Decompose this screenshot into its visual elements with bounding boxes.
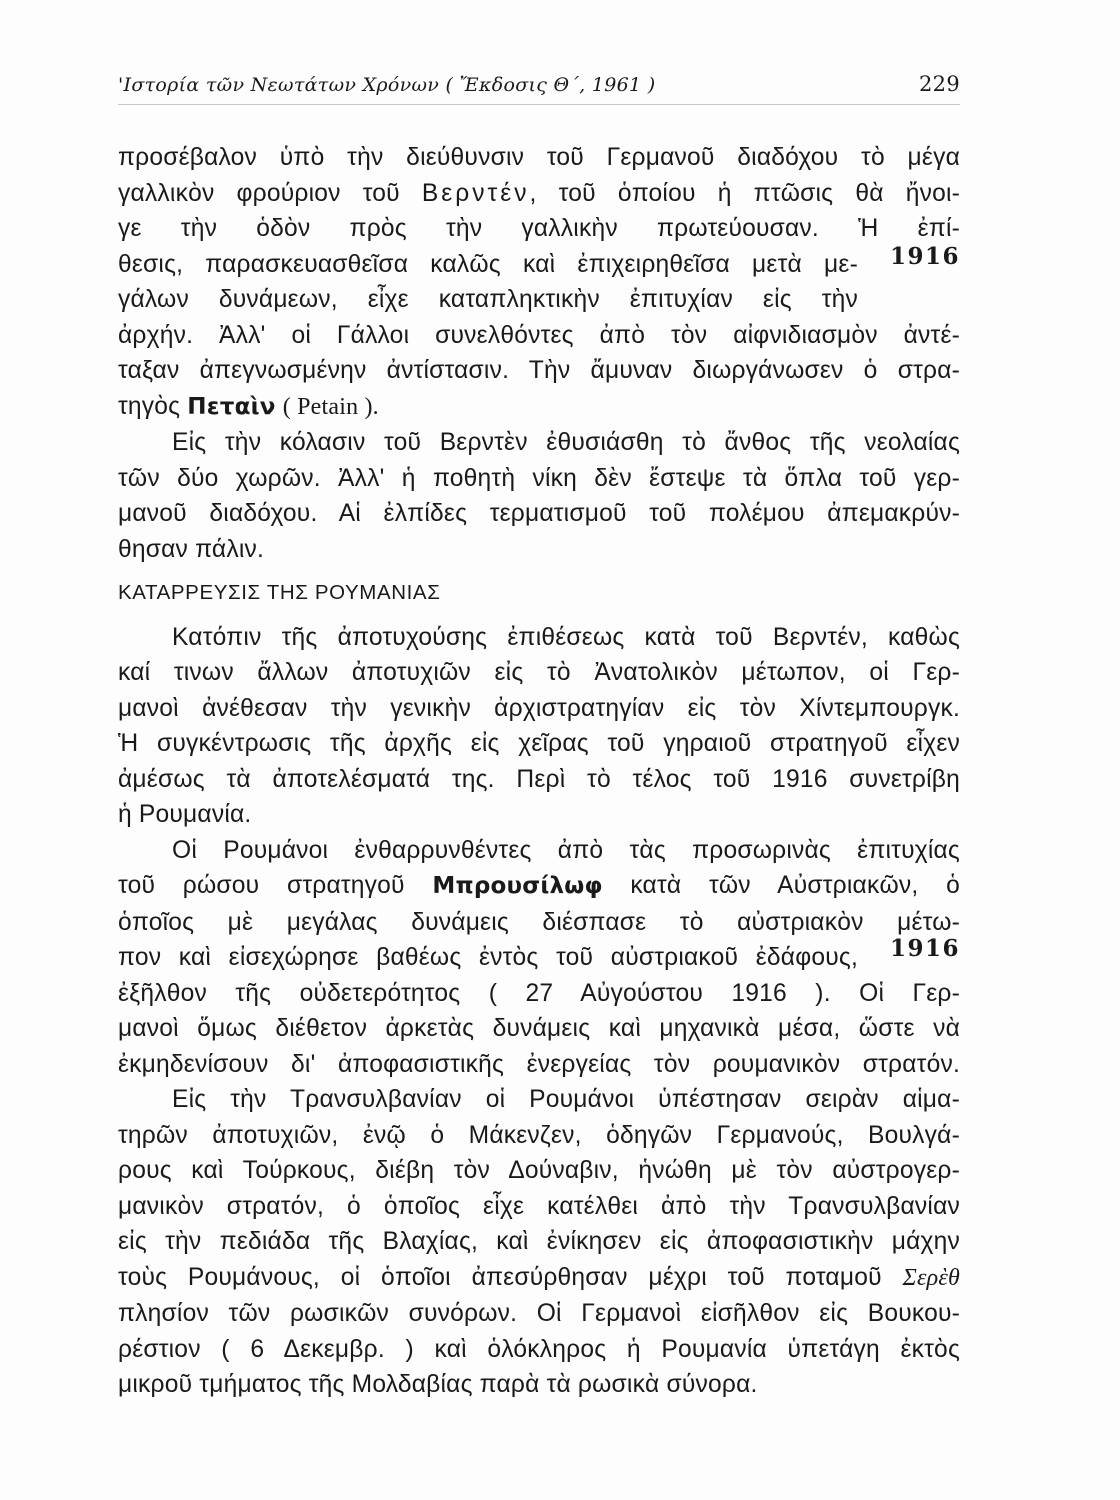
latin-name: ( Petain ). [282,393,379,420]
text-run: τοῦ ρώσου στρατηγοῦ [118,872,405,899]
text-run: γαλλικὸν φρούριον τοῦ [118,179,400,207]
river-name-italic: Σερὲθ [902,1264,960,1291]
text-line: καί τινων ἄλλων ἀποτυχιῶν εἰς τὸ Ἀνατολικὸν μέτωπον, οἱ Γερ- [118,659,960,686]
margin-note-year: 1916 [889,935,960,962]
running-header-title: 'Ιστορία τῶν Νεωτάτων Χρόνων ( Ἔκδοσις Θ΄, 1961 ) [118,74,656,96]
text-line: ταξαν ἀπεγνωσμένην ἀντίστασιν. Τὴν ἄμυναν διωργάνωσεν ὁ στρα- [118,357,960,384]
section-heading: ΚΑΤΑΡΡΕΥΣΙΣ ΤΗΣ ΡΟΥΜΑΝΙΑΣ [118,581,441,604]
text-run: τοὺς Ρουμάνους, οἱ ὁποῖοι ἀπεσύρθησαν μέχρι τοῦ ποταμοῦ [118,1263,882,1291]
text-line: Εἰς τὴν Τρανσυλβανίαν οἱ Ρουμάνοι ὑπέστησαν σειρὰν αἱμα- [172,1086,960,1113]
person-name-bold: Πεταὶν [187,393,276,420]
text-line: τηρῶν ἀποτυχιῶν, ἐνῷ ὁ Μάκενζεν, ὁδηγῶν Γερμανούς, Βουλγά- [118,1121,960,1149]
text-line: γάλων δυνάμεων, εἶχε καταπληκτικὴν ἐπιτυχίαν εἰς τὴν [118,286,858,313]
text-line [118,176,960,212]
body-text [118,140,960,1403]
emphasized-place-name: Βερντέν [421,179,530,207]
text-line: γε τὴν ὁδὸν πρὸς τὴν γαλλικὴν πρωτεύουσαν. Ἡ ἐπί- [118,215,960,242]
text-line: θεσις, παρασκευασθεῖσα καλῶς καὶ ἐπιχειρηθεῖσα μετὰ με- [118,250,858,278]
page-number: 229 [919,72,960,96]
text-line: ἀμέσως τὰ ἀποτελέσματά της. Περὶ τὸ τέλος τοῦ 1916 συνετρίβη [118,765,960,793]
text-line [118,389,960,426]
person-name-bold: Μπρουσίλωφ [432,873,603,899]
text-line: ἐκμηδενίσουν δι' ἀποφασιστικῆς ἐνεργείας τὸν ρουμανικὸν στρατόν. [118,1050,960,1078]
text-line: εἰς τὴν πεδιάδα τῆς Βλαχίας, καὶ ἐνίκησεν εἰς ἀποφασιστικὴν μάχην [118,1228,960,1255]
text-run: , τοῦ ὁποίου ἡ πτῶσις θὰ ἤνοι- [529,179,961,207]
text-line: μανοὶ ὅμως διέθετον ἀρκετὰς δυνάμεις καὶ μηχανικὰ μέσα, ὥστε νὰ [118,1015,960,1042]
text-line: προσέβαλον ὑπὸ τὴν διεύθυνσιν τοῦ Γερμανοῦ διαδόχου τὸ μέγα [118,144,960,171]
text-line: ρους καὶ Τούρκους, διέβη τὸν Δούναβιν, ἡνώθη μὲ τὸν αὐστρογερ- [118,1157,960,1184]
text-line: πον καὶ εἰσεχώρησε βαθέως ἐντὸς τοῦ αὐστριακοῦ ἐδάφους, [118,944,858,971]
text-line: τῶν δύο χωρῶν. Ἀλλ' ἡ ποθητὴ νίκη δὲν ἔστεψε τὰ ὅπλα τοῦ γερ- [118,464,960,492]
text-line: ἡ Ρουμανία. [118,801,252,828]
text-run: τηγὸς [118,392,181,420]
text-line: ἀρχήν. Ἀλλ' οἱ Γάλλοι συνελθόντες ἀπὸ τὸν αἰφνιδιασμὸν ἀντέ- [118,321,960,349]
text-line: μανοὶ ἀνέθεσαν τὴν γενικὴν ἀρχιστρατηγίαν εἰς τὸν Χίντεμπουργκ. [118,694,960,722]
header-rule [118,104,960,105]
text-line: Οἱ Ρουμάνοι ἐνθαρρυνθέντες ἀπὸ τὰς προσωρινὰς ἐπιτυχίας [172,836,960,864]
text-line: μικροῦ τμήματος τῆς Μολδαβίας παρὰ τὰ ρωσικὰ σύνορα. [118,1371,758,1398]
running-header [118,70,960,100]
text-line: ὁποῖος μὲ μεγάλας δυνάμεις διέσπασε τὸ αὐστριακὸν μέτω- [118,908,960,936]
text-line: Εἰς τὴν κόλασιν τοῦ Βερντὲν ἐθυσιάσθη τὸ ἄνθος τῆς νεολαίας [172,429,960,456]
text-line [118,1260,960,1297]
margin-note-year: 1916 [889,243,960,270]
text-line: Ἡ συγκέντρωσις τῆς ἀρχῆς εἰς χεῖρας τοῦ γηραιοῦ στρατηγοῦ εἶχεν [118,730,960,757]
text-run: κατὰ τῶν Αὐστριακῶν, ὁ [630,872,960,899]
text-line: Κατόπιν τῆς ἀποτυχούσης ἐπιθέσεως κατὰ τοῦ Βερντέν, καθὼς [172,623,960,651]
text-line: μανικὸν στρατόν, ὁ ὁποῖος εἶχε κατέλθει ἀπὸ τὴν Τρανσυλβανίαν [118,1192,960,1220]
text-line [118,868,960,905]
text-line: μανοῦ διαδόχου. Αἱ ἐλπίδες τερματισμοῦ τοῦ πολέμου ἀπεμακρύν- [118,500,960,527]
text-line: θησαν πάλιν. [118,535,265,563]
text-line: ἐξῆλθον τῆς οὐδετερότητος ( 27 Αὐγούστου 1916 ). Οἱ Γερ- [118,979,960,1007]
text-line: ρέστιον ( 6 Δεκεμβρ. ) καὶ ὁλόκληρος ἡ Ρουμανία ὑπετάγη ἐκτὸς [118,1335,960,1363]
text-line: πλησίον τῶν ρωσικῶν συνόρων. Οἱ Γερμανοὶ εἰσῆλθον εἰς Βουκου- [118,1300,960,1327]
